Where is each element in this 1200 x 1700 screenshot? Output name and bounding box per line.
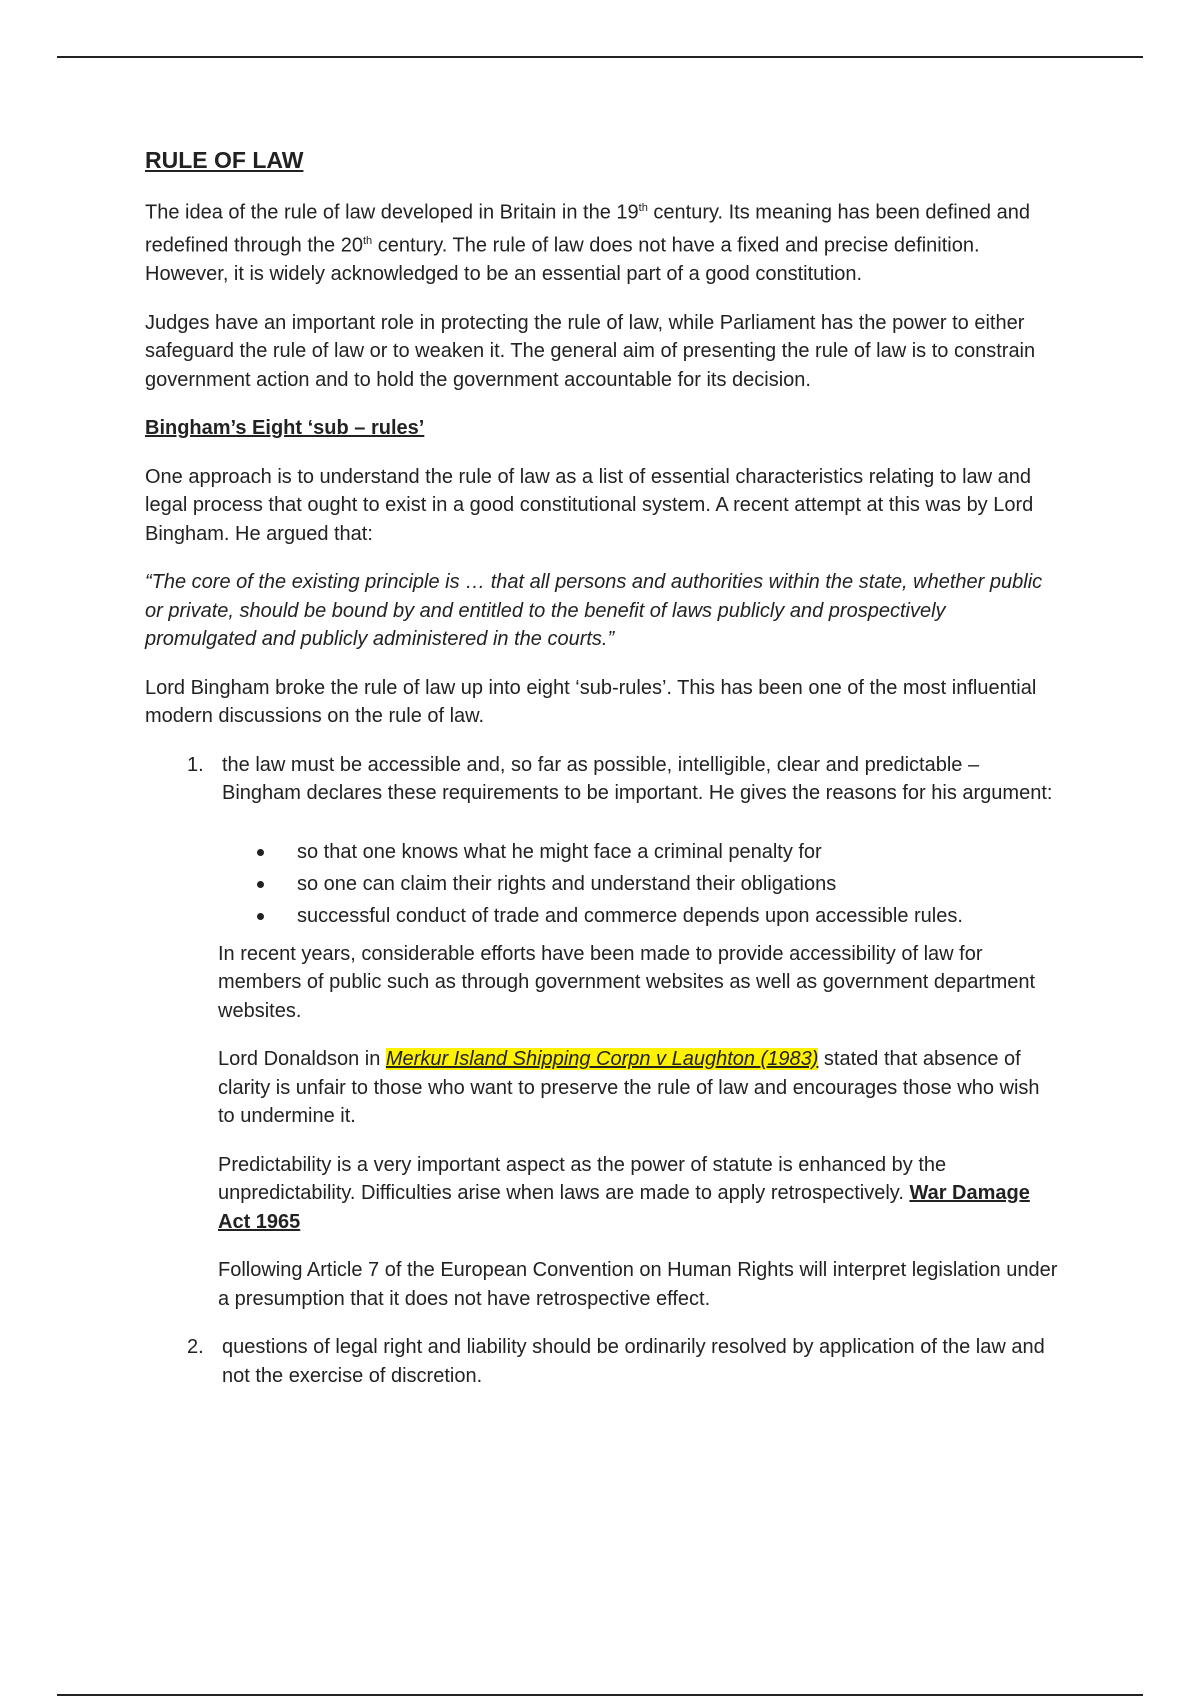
- subrules-intro: Lord Bingham broke the rule of law up into eight ‘sub-rules’. This has been one of the most influential modern discussions on the rule of law.: [145, 676, 1037, 728]
- superscript-th-2: th: [362, 235, 373, 248]
- intro-text-3: century. The rule of law does not have a fixed and precise definition. However, it is widely acknowledged to be an essential part of a good constitution.: [145, 234, 980, 286]
- list-item-1: [145, 751, 1060, 808]
- intro-paragraph-1: [145, 194, 1060, 289]
- bullet-text: successful conduct of trade and commerce depends upon accessible rules.: [297, 904, 963, 927]
- bullet-item: [257, 902, 1060, 930]
- section-heading: Bingham’s Eight ‘sub – rules’: [145, 417, 425, 440]
- statute-citation: War Damage Act 1965: [218, 1182, 1030, 1233]
- predictability-paragraph: [218, 1151, 1060, 1237]
- accessibility-paragraph: In recent years, considerable efforts have been made to provide accessibility of law for members of public such as through government websites as well as government department websites.: [218, 942, 1036, 1022]
- list-number: 1.: [187, 753, 204, 776]
- predictability-text: Predictability is a very important aspect as the power of statute is enhanced by the unpredictability. Difficulties arise when laws are made to apply retrospectively.: [218, 1153, 947, 1205]
- bullet-item: [257, 870, 1060, 898]
- bullet-item: [257, 838, 1060, 866]
- list-item-text: questions of legal right and liability should be ordinarily resolved by application of the law and not the exercise of discretion.: [222, 1336, 1045, 1387]
- bullet-text: so that one knows what he might face a criminal penalty for: [297, 840, 822, 863]
- case-citation-highlight: Merkur Island Shipping Corpn v Laughton (1983): [385, 1048, 819, 1071]
- list-item-text: the law must be accessible and, so far as possible, intelligible, clear and predictable – Bingham declares these requirements to be important. He gives the reasons for his argument:: [222, 753, 1053, 805]
- donaldson-paragraph: [218, 1045, 1060, 1131]
- bullet-icon: [257, 881, 264, 888]
- bingham-quote: “The core of the existing principle is … that all persons and authorities within the state, whether public or private, should be bound by and entitled to the benefit of laws publicly and prospectively promulgated and publicly administered in the courts.”: [145, 571, 1043, 651]
- intro-text-2: century. Its meaning has been defined and redefined through the 20: [145, 201, 1030, 257]
- page-title: RULE OF LAW: [145, 147, 304, 173]
- list-item-2: [145, 1333, 1060, 1390]
- document-body: [145, 146, 1060, 1398]
- echr-paragraph: Following Article 7 of the European Convention on Human Rights will interpret legislation under a presumption that it does not have retrospective effect.: [218, 1259, 1058, 1310]
- bullet-icon: [257, 849, 264, 856]
- bottom-rule: [57, 1694, 1143, 1696]
- reasons-list: [145, 838, 1060, 930]
- donaldson-text-before: Lord Donaldson in: [218, 1048, 386, 1071]
- bullet-text: so one can claim their rights and understand their obligations: [297, 872, 837, 895]
- superscript-th-1: th: [638, 202, 648, 214]
- list-number: 2.: [187, 1336, 204, 1359]
- intro-paragraph-2: Judges have an important role in protecting the rule of law, while Parliament has the power to either safeguard the rule of law or to weaken it. The general aim of presenting the rule of law is to constrain government action and to hold the government accountable for its decision.: [145, 311, 1036, 391]
- top-rule: [57, 56, 1143, 58]
- approach-paragraph: One approach is to understand the rule of law as a list of essential characteristics relating to law and legal process that ought to exist in a good constitutional system. A recent attempt at this was by Lord Bingham. He argued that:: [145, 465, 1034, 545]
- bullet-icon: [257, 913, 264, 920]
- donaldson-text-after: stated that absence of clarity is unfair to those who want to preserve the rule of law and encourages those who wish to undermine it.: [218, 1048, 1040, 1128]
- intro-text-1: The idea of the rule of law developed in Britain in the 19: [145, 201, 639, 224]
